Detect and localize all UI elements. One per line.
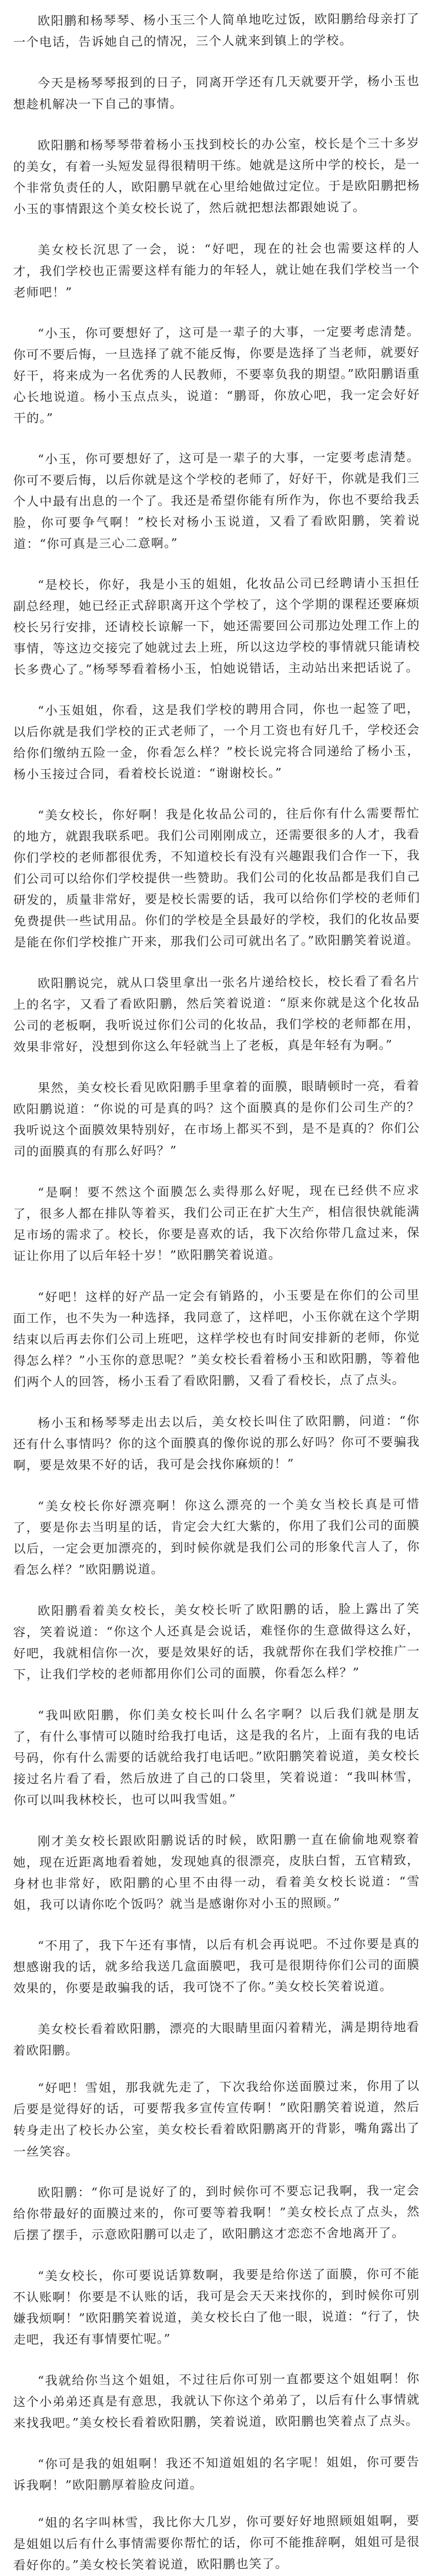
paragraph: “美女校长，你好啊！我是化妆品公司的，往后你有什么需要帮忙的地方，就跟我联系吧。我们公司刚刚成立，还需要很多的人才，我看你们学校的老师都很优秀，不知道校长有没有兴趣跟我们合作一下，我们公司可以给你们学校提供一些赞助。我们公司的化妆品都是我们自己研发的，质量非常好，要是校长需要的话，我可以给你们学校的老师们免费提供一些试用品。你们的学校是全县最好的学校，我们的化妆品要是能在你们学校推广开来，那我们公司可就出名了。”欧阳鹏笑着说道。 <box>13 806 421 950</box>
paragraph: “不用了，我下午还有事情，以后有机会再说吧。不过你要是真的想感谢我的话，就多给我送几盒面膜吧，我可是很期待你们公司的面膜效果的，你要是敢骗我的话，我可饶不了你。”美女校长笑着说道。 <box>13 1936 420 1995</box>
paragraph: 美女校长沉思了一会，说：“好吧，现在的社会也需要这样的人才，我们学校也正需要这样有能力的年轻人，就让她在我们学校当一个老师吧！” <box>13 240 420 300</box>
paragraph: “小玉，你可要想好了，这可是一辈子的大事，一定要考虑清楚。你可不要后悔，一旦选择了就不能反悔，你要是选择了当老师，就要好好干，将来成为一名优秀的人民教师，不要辜负我的期望。”欧阳鹏语重心长地说道。杨小玉点点头，说道：“鹏哥，你放心吧，我一定会好好干的。” <box>13 324 420 425</box>
paragraph: 欧阳鹏看着美女校长，美女校长听了欧阳鹏的话，脸上露出了笑容，笑着说道：“你这个人还真是会说话，难怪你的生意做得这么好，好吧，我就相信你一次，要是效果好的话，我就帮你在我们学校推广一下，让我们学校的老师都用你们公司的面膜，你看怎么样？” <box>13 1601 420 1682</box>
paragraph: “是啊！要不然这个面膜怎么卖得那么好呢，现在已经供不应求了，很多人都在排队等着买，我们公司正在扩大生产，相信很快就能满足市场的需求了。校长，你要是喜欢的话，我下次给你带几盒过来，保证让你用了以后年轻十岁！”欧阳鹏笑着说道。 <box>13 1183 420 1263</box>
paragraph: “好吧！这样的好产品一定会有销路的，小玉要是在你们的公司里面工作，也不失为一种选择，我同意了，这样吧，小玉你就在这个学期结束以后再去你们公司上班吧，这样学校也有时间安排新的老师，你觉得怎么样？”小玉你的意思呢？”美女校长看着杨小玉和欧阳鹏，等着他们两个人的回答，杨小玉看了看欧阳鹏，又看了看校长，点了点头。 <box>13 1287 420 1389</box>
paragraph: 果然，美女校长看见欧阳鹏手里拿着的面膜，眼睛顿时一亮，看着欧阳鹏说道：“你说的可是真的吗？这个面膜真的是你们公司生产的？我听说这个面膜效果特别好，在市场上都买不到，是不是真的？你们公司的面膜真的有那么好吗？” <box>13 1078 420 1159</box>
paragraph: “我就给你当这个姐姐，不过往后你可别一直都要这个姐姐啊！你这个小弟弟还真是有意思，我就认下你这个弟弟了，以后有什么事情就来找我吧。”美女校长看着欧阳鹏，笑着说道，欧阳鹏也笑着点了点头。 <box>13 2371 420 2430</box>
paragraph: “我叫欧阳鹏，你们美女校长叫什么名字啊？以后我们就是朋友了，有什么事情可以随时给我打电话，这是我的名片，上面有我的电话号码，你有什么需要的话就给我打电话吧。”欧阳鹏笑着说道，美女校长接过名片看了看，然后放进了自己的口袋里，笑着说道：“我叫林雪，你可以叫我林校长，也可以叫我雪姐。” <box>13 1706 420 1807</box>
paragraph: “是校长，你好，我是小玉的姐姐，化妆品公司已经聘请小玉担任副总经理，她已经正式辞职离开这个学校了，这个学期的课程还要麻烦校长另行安排，还请校长谅解一下，她还需要回公司那边处理工作上的事情，等这边交接完了她就过去上班，所以这边学校的事情就只能请校长多费心了。”杨琴琴看着杨小玉，怕她说错话，主动站出来把话说了。 <box>13 575 420 677</box>
paragraph: “小玉姐姐，你看，这是我们学校的聘用合同，你也一起签了吧，以后你就是我们学校的正式老师了，一个月工资也有好几千，学校还会给你们缴纳五险一金，你看怎么样？”校长说完将合同递给了杨小玉，杨小玉接过合同，看着校长说道：“谢谢校长。” <box>13 701 420 781</box>
paragraph: “好吧！雪姐，那我就先走了，下次我给你送面膜过来，你用了以后要是觉得好的话，可要帮我多宣传宣传啊！”欧阳鹏笑着说道，然后转身走出了校长办公室，美女校长看着欧阳鹏离开的背影，嘴角露出了一丝笑容。 <box>13 2078 420 2159</box>
paragraph: 欧阳鹏说完，就从口袋里拿出一张名片递给校长，校长看了看名片上的名字，又看了看欧阳鹏，然后笑着说道：“原来你就是这个化妆品公司的老板啊，我听说过你们公司的化妆品，我们学校的老师都在用，效果非常好，没想到你这么年轻就当上了老板，真是年轻有为啊。” <box>13 974 420 1054</box>
paragraph: “小玉，你可要想好了，这可是一辈子的大事，一定要考虑清楚。你可不要后悔，以后你就是这个学校的老师了，好好干，你就是我们三个人中最有出息的一个了。我还是希望你能有所作为，你也不要给我丢脸，你可要争气啊！”校长对杨小玉说道，又看了看欧阳鹏，笑着说道：“你可真是三心二意啊。” <box>13 450 420 551</box>
paragraph: “姐的名字叫林雪，我比你大几岁，你可要好好地照顾姐姐啊，要是姐姐以后有什么事情需要你帮忙的话，你可不能推辞啊，姐姐可是很看好你的。”美女校长笑着说道，欧阳鹏也笑了。 <box>13 2513 420 2572</box>
paragraph: 欧阳鹏和杨琴琴、杨小玉三个人简单地吃过饭，欧阳鹏给母亲打了一个电话，告诉她自己的情况，三个人就来到镇上的学校。 <box>13 11 420 49</box>
paragraph: 美女校长看着欧阳鹏，漂亮的大眼睛里面闪着精光，满是期待地看着欧阳鹏。 <box>13 2020 420 2058</box>
paragraph: 今天是杨琴琴报到的日子，同离开学还有几天就要开学，杨小玉也想趁机解决一下自己的事情。 <box>13 73 420 112</box>
paragraph: “你可是我的姐姐啊！我还不知道姐姐的名字呢！姐姐，你可要告诉我啊！”欧阳鹏厚着脸皮问道。 <box>13 2454 420 2493</box>
paragraph: 杨小玉和杨琴琴走出去以后，美女校长叫住了欧阳鹏，问道：“你还有什么事情吗？你的这个面膜真的像你说的那么好吗？你可不要骗我啊，要是效果不好的话，我可是会找你麻烦的！” <box>13 1413 420 1473</box>
paragraph: 欧阳鹏和杨琴琴带着杨小玉找到校长的办公室，校长是个三十多岁的美女，有着一头短发显得很精明干练。她就是这所中学的校长，是一个非常负责任的人，欧阳鹏早就在心里给她做过定位。于是欧阳鹏把杨小玉的事情跟这个美女校长说了，然后就把想法都跟她说了。 <box>13 136 420 216</box>
paragraph: “美女校长，你可要说话算数啊，我要是给你送了面膜，你可不能不认账啊！你要是不认账的话，我可是会天天来找你的，到时候你可别嫌我烦啊！”欧阳鹏笑着说道，美女校长白了他一眼，说道：“行了，快走吧，我还有事情要忙呢。” <box>13 2266 420 2347</box>
paragraph: “美女校长你好漂亮啊！你这么漂亮的一个美女当校长真是可惜了，要是你去当明星的话，肯定会大红大紫的，你用了我们公司的面膜以后，一定会更加漂亮的，到时候你就是我们公司的形象代言人了，你看怎么样？”欧阳鹏说道。 <box>13 1497 420 1577</box>
paragraph: 刚才美女校长跟欧阳鹏说话的时候，欧阳鹏一直在偷偷地观察着她，现在近距离地看着她，发现她真的很漂亮，皮肤白皙，五官精致，身材也非常好，欧阳鹏的心里不由得一动，看着美女校长说道：“雪姐，我可以请你吃个饭吗？就当是感谢你对小玉的照顾。” <box>13 1832 420 1912</box>
paragraph: 欧阳鹏：“你可是说好了的，到时候你可不要忘记我啊，我一定会给你带最好的面膜过来的，你可要等着我啊！”美女校长点了点头，然后摆了摆手，示意欧阳鹏可以走了，欧阳鹏这才恋恋不舍地离开了。 <box>13 2183 420 2242</box>
